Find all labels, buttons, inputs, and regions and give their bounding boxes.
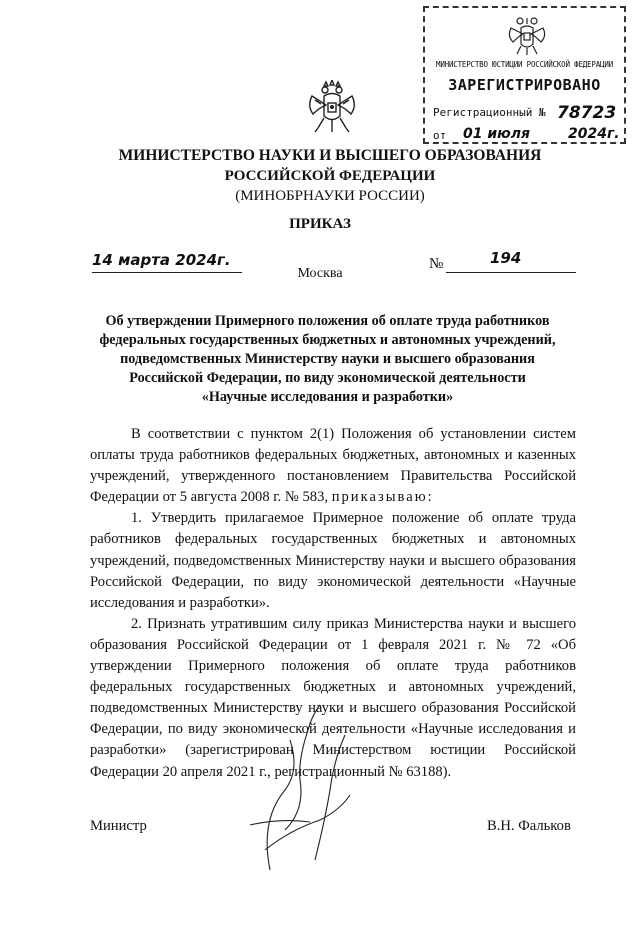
title-line: Российской Федерации, по виду экономической деятельности [129,370,526,386]
stamp-ministry: МИНИСТЕРСТВО ЮСТИЦИИ РОССИЙСКОЙ ФЕДЕРАЦИИ [436,60,613,69]
preamble-paragraph [90,424,576,508]
stamp-reg-number: 78723 [557,103,617,123]
coat-of-arms-icon [307,80,357,136]
signatory-title: Министр [90,818,147,834]
preamble-text: В соответствии с пунктом 2(1) Положения об установлении систем оплаты труда работников федеральных бюджетных, автономных и казенных учреждений, утвержденного постановлением Правительства Российской Федерации от 5 августа 2008 г. № 583, [90,426,576,506]
title-line: Об утверждении Примерного положения об оплате труда работников [105,313,550,329]
stamp-date-label: от [433,129,447,142]
title-line: федеральных государственных бюджетных и автономных учреждений, [99,332,556,348]
handwritten-signature [230,700,400,880]
title-line: подведомственных Министерству науки и высшего образования [120,351,535,367]
stamp-registered: ЗАРЕГИСТРИРОВАНО [448,76,601,94]
order-number-label: № [429,256,444,272]
stamp-eagle-emblem-icon [505,14,549,58]
ministry-country: РОССИЙСКОЙ ФЕДЕРАЦИИ [224,168,436,184]
title-line: «Научные исследования и разработки» [201,389,454,405]
order-word: приказываю: [331,489,434,506]
order-title [85,312,570,407]
item-1-paragraph: 1. Утвердить прилагаемое Примерное положение об оплате труда работников федеральных государственных бюджетных и автономных учреждений, подведомственных Министерству науки и высшего образования Российской Федерации, по виду экономической деятельности «Научные исследования и разработки». [90,510,576,611]
order-date: 14 марта 2024г. [92,251,231,269]
order-number: 194 [490,249,522,267]
registration-stamp [423,6,626,144]
stamp-reg-label: Регистрационный № [433,106,546,119]
stamp-reg-date: 01 июля [463,126,531,142]
stamp-reg-year: 2024г. [568,126,620,142]
item-2-paragraph: 2. Признать утратившим силу приказ Министерства науки и высшего образования Российской Федерации от 1 февраля 2021 г. № 72 «Об утверждении Примерного положения об оплате труда работников федеральных государственных бюджетных и автономных учреждений, подведомственных Министерству науки и высшего образования Российской Федерации, по виду экономической деятельности «Научные исследования и разработки» (зарегистрирован Министерством юстиции Российской Федерации 20 апреля 2021 г., регистрационный № 63188). [90,615,576,780]
order-city: Москва [297,266,343,281]
ministry-short-name: (МИНОБРНАУКИ РОССИИ) [235,188,425,204]
document-type: ПРИКАЗ [289,216,351,232]
signatory-name: В.Н. Фальков [487,818,571,834]
ministry-name: МИНИСТЕРСТВО НАУКИ И ВЫСШЕГО ОБРАЗОВАНИЯ [118,147,542,164]
